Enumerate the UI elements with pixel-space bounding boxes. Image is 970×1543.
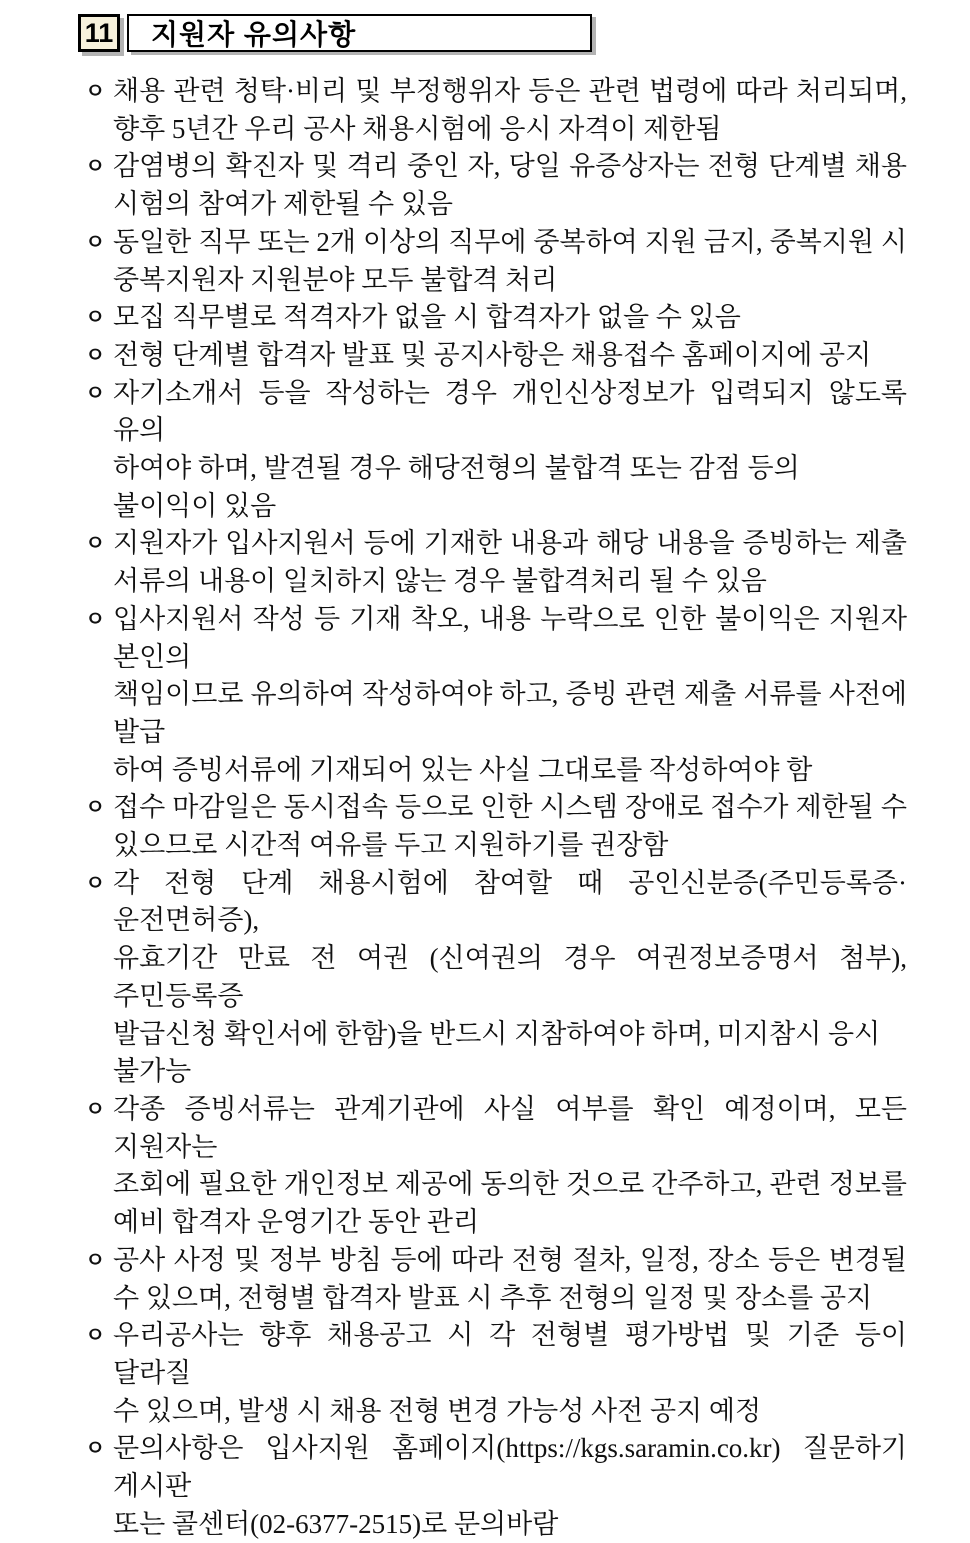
section-title: 지원자 유의사항 [151,19,357,50]
notice-line: 발급신청 확인서에 한함)을 반드시 지참하여야 하며, 미지참시 응시 불가능 [113,1018,881,1087]
notice-item [85,375,907,526]
notice-text [113,601,907,790]
notice-text [113,1091,907,1242]
bullet-marker: ㅇ [85,532,106,556]
notice-line: 전형 단계별 합격자 발표 및 공지사항은 채용접수 홈페이지에 공지 [113,339,872,370]
notice-item [85,1317,907,1430]
notice-item [85,299,907,337]
notice-item [85,789,907,864]
notice-line: 감염병의 확진자 및 격리 중인 자, 당일 유증상자는 전형 단계별 채용 [113,151,907,182]
notice-line: 각종 증빙서류는 관계기관에 사실 여부를 확인 예정이며, 모든 지원자는 [113,1093,907,1162]
notice-text [113,789,907,864]
bullet-marker: ㅇ [85,230,106,254]
notice-line: 채용 관련 청탁·비리 및 부정행위자 등은 관련 법령에 따라 처리되며, [113,76,907,106]
notice-line: 하여야 하며, 발견될 경우 해당전형의 불합격 또는 감점 등의 불이익이 있음 [113,453,800,521]
notice-line: 시험의 참여가 제한될 수 있음 [113,189,453,220]
notice-item [85,337,907,375]
notice-line: 하여 증빙서류에 기재되어 있는 사실 그대로를 작성하여야 함 [113,754,813,785]
bullet-marker: ㅇ [85,1437,106,1461]
notice-line: 모집 직무별로 적격자가 없을 시 합격자가 없을 수 있음 [113,302,741,333]
bullet-marker: ㅇ [85,1324,106,1348]
notice-item [85,1242,907,1317]
notice-line: 동일한 직무 또는 2개 이상의 직무에 중복하여 지원 금지, 중복지원 시 [113,226,907,257]
notice-line: 중복지원자 지원분야 모두 불합격 처리 [113,264,558,295]
notice-item [85,525,907,600]
bullet-marker: ㅇ [85,871,106,895]
notice-line: 또는 콜센터(02-6377-2515)로 문의바람 [113,1508,559,1539]
notice-line: 수 있으며, 전형별 합격자 발표 시 추후 전형의 일정 및 장소를 공지 [113,1282,873,1313]
notice-line: 접수 마감일은 동시접속 등으로 인한 시스템 장애로 접수가 제한될 수 [113,792,907,823]
notice-item [85,865,907,1091]
notice-text [113,299,907,337]
notice-text [113,337,907,375]
section-header [78,14,970,52]
bullet-marker: ㅇ [85,343,106,367]
notice-line: 조회에 필요한 개인정보 제공에 동의한 것으로 간주하고, 관련 정보를 [113,1169,907,1200]
notice-text [113,1317,907,1430]
notice-line: 공사 사정 및 정부 방침 등에 따라 전형 절차, 일정, 장소 등은 변경될 [113,1244,907,1275]
notice-item [85,148,907,223]
notice-line: 입사지원서 작성 등 기재 착오, 내용 누락으로 인한 불이익은 지원자 본인의 [113,603,907,672]
notice-line: 있으므로 시간적 여유를 두고 지원하기를 권장함 [113,830,669,861]
notice-line: 우리공사는 향후 채용공고 시 각 전형별 평가방법 및 기준 등이 달라질 [113,1320,907,1388]
section-number-box: 11 [78,14,120,52]
notice-line: 책임이므로 유의하여 작성하여야 하고, 증빙 관련 제출 서류를 사전에 발급 [113,679,907,747]
notice-item [85,601,907,790]
notice-text [113,375,907,526]
notice-item [85,1091,907,1242]
notice-line: 서류의 내용이 일치하지 않는 경우 불합격처리 될 수 있음 [113,566,767,597]
notice-line: 향후 5년간 우리 공사 채용시험에 응시 자격이 제한됨 [113,113,722,144]
bullet-marker: ㅇ [85,796,106,820]
bullet-marker: ㅇ [85,381,106,405]
section-title-box [127,14,592,52]
notice-text [113,224,907,299]
notice-text [113,1430,907,1543]
notice-text [113,1242,907,1317]
notice-text [113,525,907,600]
notice-text [113,865,907,1091]
bullet-marker: ㅇ [85,306,106,330]
notice-line: 각 전형 단계 채용시험에 참여할 때 공인신분증(주민등록증·운전면허증), [113,867,907,936]
notice-text [113,73,907,148]
notice-item [85,224,907,299]
notice-text [113,148,907,223]
bullet-marker: ㅇ [85,1097,106,1121]
notice-item [85,1430,907,1543]
bullet-marker: ㅇ [85,607,106,631]
notice-line: 문의사항은 입사지원 홈페이지(https://kgs.saramin.co.kr) 질문하기 게시판 [113,1433,907,1502]
notice-list [85,73,907,1543]
notice-line: 예비 합격자 운영기간 동안 관리 [113,1207,480,1238]
notice-item [85,73,907,148]
notice-line: 지원자가 입사지원서 등에 기재한 내용과 해당 내용을 증빙하는 제출 [113,528,907,559]
notice-line: 유효기간 만료 전 여권 (신여권의 경우 여권정보증명서 첨부), 주민등록증 [113,943,907,1011]
notice-line: 자기소개서 등을 작성하는 경우 개인신상정보가 입력되지 않도록 유의 [113,377,907,446]
bullet-marker: ㅇ [85,1248,106,1272]
bullet-marker: ㅇ [85,80,106,103]
notice-line: 수 있으며, 발생 시 채용 전형 변경 가능성 사전 공지 예정 [113,1395,762,1426]
bullet-marker: ㅇ [85,155,106,179]
